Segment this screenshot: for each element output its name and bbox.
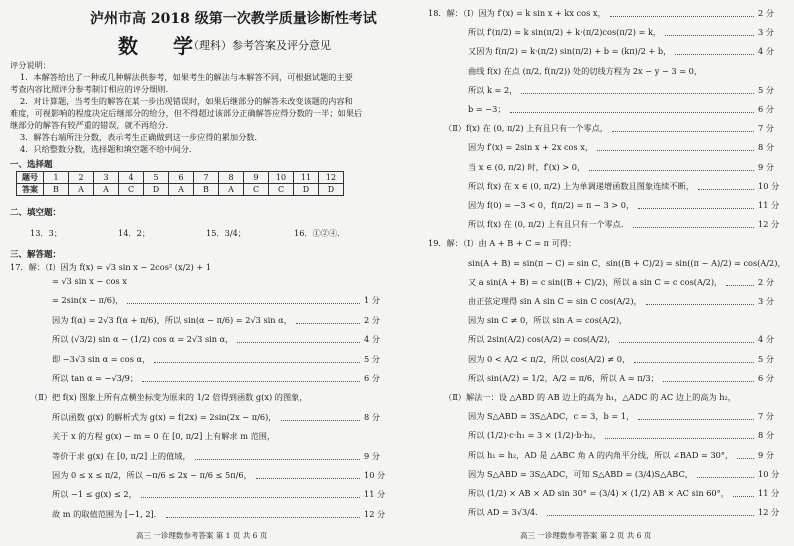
- solution-line: 所以 AD = 3√3/4．: [468, 507, 544, 518]
- table-cell: D: [144, 184, 169, 196]
- solution-line: = √3 sin x − cos x: [52, 276, 127, 286]
- score-mark: 10 分: [758, 180, 780, 191]
- section-solutions: 三、解答题：: [10, 250, 62, 260]
- score-mark: 6 分: [758, 372, 774, 383]
- solution-line: 所以 f(x) 在 x ∈ (0, π/2) 上为单调递增函数且图象连续不断，: [468, 180, 695, 191]
- solution-line: （Ⅱ）f(x) 在 (0, π/2) 上有且只有一个零点，: [444, 123, 608, 134]
- instructions-head: 评分说明：: [10, 60, 51, 70]
- score-mark: 12 分: [758, 507, 780, 518]
- section-choice: 一、选择题: [10, 160, 53, 170]
- score-mark: 12 分: [364, 508, 386, 519]
- table-cell: A: [94, 184, 119, 196]
- instruction-line: 继部分的解答有较严重的错误，就不再给分．: [10, 120, 174, 130]
- dot-leader: [296, 323, 360, 324]
- solution-line: = 2sin(x − π/6)，: [52, 295, 124, 306]
- dot-leader: [589, 170, 754, 171]
- score-mark: 11 分: [758, 488, 780, 498]
- table-row: [17, 184, 344, 196]
- solution-line: 所以 h₁ = h₂，AD 是 △ABC 角 A 的内角平分线，所以 ∠BAD = 30°，: [468, 449, 734, 460]
- dot-leader: [597, 150, 754, 151]
- table-cell: A: [69, 184, 94, 196]
- score-mark: 4 分: [758, 46, 774, 57]
- dot-leader: [698, 189, 754, 190]
- solution-line: 所以 k = 2，: [468, 84, 518, 95]
- solution-line: b = −3；: [468, 104, 506, 114]
- score-mark: 7 分: [758, 123, 774, 134]
- dot-leader: [638, 208, 754, 209]
- table-cell: 4: [119, 172, 144, 184]
- solution-line: 所以 2sin(A/2) cos(A/2) = cos(A/2)，: [468, 334, 616, 345]
- solution-line: （Ⅱ）解法一：设 △ABD 的 AB 边上的高为 h₁，△ADC 的 AC 边上的高为 h₂，: [444, 392, 736, 402]
- table-cell: 6: [169, 172, 194, 184]
- solution-line: 所以 sin(A/2) = 1/2，A/2 = π/6，所以 A = π/3；: [468, 372, 659, 383]
- table-cell: A: [219, 184, 244, 196]
- score-mark: 6 分: [758, 104, 774, 114]
- table-cell: 5: [144, 172, 169, 184]
- fill-answer-15: 15．3/4；: [206, 228, 246, 238]
- score-mark: 8 分: [758, 430, 774, 441]
- table-cell: 7: [194, 172, 219, 184]
- dot-leader: [547, 515, 754, 516]
- dot-leader: [633, 227, 754, 228]
- solution-line: 所以 f′(π/2) = k sin(π/2) + k·(π/2)cos(π/2) = k，: [468, 27, 662, 38]
- score-mark: 9 分: [364, 450, 380, 461]
- right-page: [408, 0, 794, 546]
- solution-line: 故 m 的取值范围为 [−1, 2]．: [52, 508, 162, 519]
- solution-line: 所以 tan α = −√3/9；: [52, 373, 139, 383]
- score-mark: 6 分: [364, 373, 380, 383]
- table-cell: B: [194, 184, 219, 196]
- instruction-line: 难度，可视影响的程度决定后继部分的给分，但不得超过该部分正确解答应得分数的一半；如果后: [10, 108, 363, 118]
- table-cell: 答案: [17, 184, 44, 196]
- score-mark: 10 分: [364, 470, 386, 480]
- instruction-line: 考查内容比照评分参考制订相应的评分细则．: [10, 84, 174, 94]
- table-cell: 8: [219, 172, 244, 184]
- solution-line: 18．解：（Ⅰ）因为 f′(x) = k sin x + kx cos x，: [428, 8, 606, 18]
- score-mark: 11 分: [758, 200, 780, 210]
- table-row: [17, 172, 344, 184]
- table-cell: D: [319, 184, 344, 196]
- score-mark: 2 分: [758, 8, 774, 18]
- table-cell: B: [44, 184, 69, 196]
- solution-line: 即 −3√3 sin α = cos α，: [52, 353, 151, 364]
- dot-leader: [638, 419, 754, 420]
- table-cell: 3: [94, 172, 119, 184]
- solution-line: 因为 S△ABD = 3S△ADC，c = 3，b = 1，: [468, 411, 635, 422]
- page-footer: 高三 一诊理数参考答案 第 1 页 共 6 页: [136, 531, 268, 540]
- dot-leader: [612, 131, 754, 132]
- dot-leader: [281, 420, 361, 421]
- score-mark: 3 分: [758, 296, 774, 306]
- dot-leader: [663, 381, 754, 382]
- score-mark: 5 分: [758, 353, 774, 364]
- score-mark: 4 分: [364, 334, 380, 345]
- table-cell: C: [244, 184, 269, 196]
- instruction-line: 1．本解答给出了一种或几种解法供参考，如果考生的解法与本解答不同，可根据试题的主要: [20, 72, 353, 82]
- dot-leader: [733, 496, 754, 497]
- subject-heading: 数 学: [118, 34, 207, 58]
- solution-line: 所以 (√3/2) sin α − (1/2) cos α = 2√3 sin α，: [52, 334, 234, 345]
- page-footer: 高三 一诊理数参考答案 第 2 页 共 6 页: [520, 531, 652, 540]
- score-mark: 2 分: [364, 314, 380, 325]
- score-mark: 9 分: [758, 449, 774, 460]
- solution-line: 曲线 f(x) 在点 (π/2, f(π/2)) 处的切线方程为 2x − y − 3 = 0，: [468, 65, 703, 76]
- exam-title: 泸州市高 2018 级第一次教学质量诊断性考试: [90, 11, 377, 27]
- table-cell: 11: [294, 172, 319, 184]
- table-cell: C: [119, 184, 144, 196]
- solution-line: 所以函数 g(x) 的解析式为 g(x) = f(2x) = 2sin(2x − π/6)，: [52, 411, 277, 422]
- solution-line: 因为 f(0) = −3 < 0，f(π/2) = π − 3 > 0，: [468, 200, 635, 210]
- dot-leader: [521, 93, 754, 94]
- dot-leader: [605, 438, 754, 439]
- score-mark: 1 分: [364, 295, 380, 306]
- table-cell: 1: [44, 172, 69, 184]
- dot-leader: [646, 304, 754, 305]
- score-mark: 9 分: [758, 161, 774, 172]
- dot-leader: [697, 477, 754, 478]
- dot-leader: [726, 285, 754, 286]
- dot-leader: [195, 459, 360, 460]
- dot-leader: [127, 303, 360, 304]
- solution-line: sin(A + B) = sin(π − C) = sin C，sin((B + C)/2) = sin((π − A)/2) = cos(A/2)，: [468, 257, 786, 268]
- solution-line: 因为 0 < A/2 < π/2，所以 cos(A/2) ≠ 0，: [468, 353, 631, 364]
- table-cell: 12: [319, 172, 344, 184]
- instruction-line: 3．解答右端所注分数，表示考生正确做到这一步应得的累加分数．: [20, 132, 263, 142]
- solution-line: （Ⅱ）把 f(x) 图象上所有点横坐标变为原来的 1/2 倍得到函数 g(x) 的图象，: [30, 392, 308, 403]
- table-cell: C: [269, 184, 294, 196]
- solution-line: 关于 x 的方程 g(x) − m = 0 在 [0, π/2] 上有解求 m 范围，: [52, 431, 276, 442]
- solution-line: 因为 f(α) = 2√3 f(α + π/6)，所以 sin(α − π/6) = 2√3 sin α，: [52, 314, 292, 325]
- fill-answer-14: 14．2；: [118, 228, 151, 238]
- solution-line: 因为 0 ≤ x ≤ π/2，所以 −π/6 ≤ 2x − π/6 ≤ 5π/6，: [52, 470, 252, 480]
- dot-leader: [154, 362, 360, 363]
- dot-leader: [619, 342, 754, 343]
- dot-leader: [675, 54, 754, 55]
- table-cell: D: [294, 184, 319, 196]
- fill-answer-16: 16．①②④．: [294, 228, 346, 238]
- solution-line: 因为 S△ABD = 3S△ADC，可知 S△ABD = (3/4)S△ABC，: [468, 468, 693, 479]
- score-mark: 4 分: [758, 334, 774, 345]
- score-mark: 5 分: [758, 84, 774, 95]
- solution-line: 等价于求 g(x) 在 [0, π/2] 上的值域，: [52, 450, 191, 461]
- score-mark: 8 分: [758, 142, 774, 153]
- fill-answer-13: 13．3；: [30, 228, 63, 238]
- score-mark: 12 分: [758, 219, 780, 230]
- solution-line: 因为 sin C ≠ 0，所以 sin A = cos(A/2)，: [468, 315, 628, 326]
- solution-line: 又因为 f(π/2) = k·(π/2) sin(π/2) + b = (kπ)/2 + b，: [468, 46, 672, 57]
- score-mark: 7 分: [758, 411, 774, 422]
- solution-line: 所以 −1 ≤ g(x) ≤ 2，: [52, 489, 137, 500]
- solution-line: 又 a sin(A + B) = c sin((B + C)/2)，所以 a sin C = c cos(A/2)，: [468, 276, 723, 287]
- solution-line: 因为 f′(x) = 2sin x + 2x cos x，: [468, 142, 594, 153]
- dot-leader: [610, 16, 754, 17]
- dot-leader: [237, 342, 360, 343]
- table-cell: 题号: [17, 172, 44, 184]
- dot-leader: [256, 478, 360, 479]
- solution-line: 当 x ∈ (0, π/2) 时，f′(x) > 0，: [468, 161, 586, 172]
- score-mark: 2 分: [758, 276, 774, 287]
- dot-leader: [141, 497, 360, 498]
- score-mark: 8 分: [364, 411, 380, 422]
- instruction-line: 4．只给整数分数，选择题和填空题不给中间分．: [20, 144, 198, 154]
- dot-leader: [665, 35, 754, 36]
- score-mark: 11 分: [364, 489, 386, 500]
- solution-line: 所以 (1/2) × AB × AD sin 30° = (3/4) × (1/2) AB × AC sin 60°，: [468, 488, 729, 498]
- instruction-line: 2．对计算题，当考生的解答在某一步出现错误时，如果后继部分的解答未改变该题的内容和: [20, 96, 353, 106]
- score-mark: 10 分: [758, 468, 780, 479]
- subtitle: （理科）参考答案及评分意见: [188, 39, 331, 52]
- solution-line: 所以 f(x) 在 (0, π/2) 上有且只有一个零点．: [468, 219, 630, 230]
- solution-line: 由正弦定理得 sin A sin C = sin C cos(A/2)，: [468, 296, 642, 306]
- table-cell: 10: [269, 172, 294, 184]
- score-mark: 5 分: [364, 353, 380, 364]
- dot-leader: [737, 458, 754, 459]
- dot-leader: [510, 112, 754, 113]
- score-mark: 3 分: [758, 27, 774, 38]
- solution-line: 所以 (1/2)·c·h₁ = 3 × (1/2)·b·h₂，: [468, 430, 601, 441]
- dot-leader: [166, 517, 360, 518]
- answer-table: [16, 171, 344, 196]
- section-fill: 二、填空题：: [10, 208, 62, 218]
- table-cell: 2: [69, 172, 94, 184]
- dot-leader: [634, 362, 754, 363]
- table-cell: 9: [244, 172, 269, 184]
- dot-leader: [142, 381, 360, 382]
- q17-heading: 17．解：（Ⅰ）因为 f(x) = √3 sin x − 2cos² (x/2) + 1: [10, 262, 212, 272]
- table-cell: A: [169, 184, 194, 196]
- solution-line: 19．解：（Ⅰ）由 A + B + C = π 可得：: [428, 238, 577, 249]
